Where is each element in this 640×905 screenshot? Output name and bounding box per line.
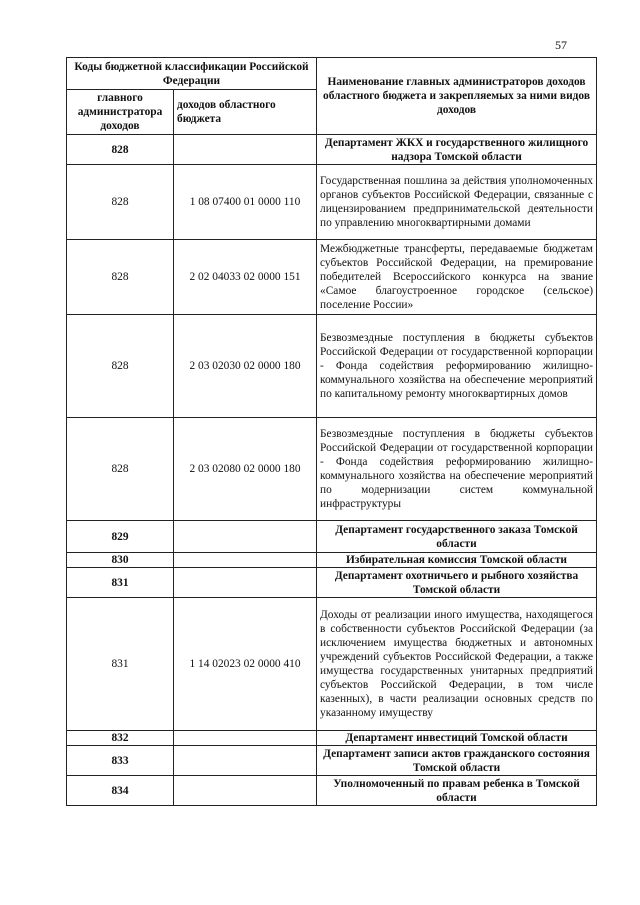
income-description-cell: Межбюджетные трансферты, передаваемые бюджетам субъектов Российской Федерации, на премирование победителей Всероссийского конкурса на звание «Самое благоустроенное городское (сельское) поселение России» <box>317 240 597 315</box>
department-name-cell: Департамент ЖКХ и государственного жилищного надзора Томской области <box>317 135 597 165</box>
admin-code-cell: 828 <box>67 315 174 418</box>
table-row <box>67 598 597 731</box>
table-row <box>67 746 597 776</box>
income-code-cell <box>174 731 317 746</box>
admin-code-cell: 828 <box>67 135 174 165</box>
income-description-cell: Доходы от реализации иного имущества, находящегося в собственности субъектов Российской Федерации (за исключением имущества бюджетных и автономных учреждений субъектов Российской Федерации, а также имущества государственных унитарных предприятий субъектов Российской Федерации, в том числе казенных), в части реализации основных средств по указанному имуществу <box>317 598 597 731</box>
admin-code-cell: 831 <box>67 598 174 731</box>
table-row <box>67 135 597 165</box>
department-name-cell: Департамент инвестиций Томской области <box>317 731 597 746</box>
income-code-cell: 1 08 07400 01 0000 110 <box>174 165 317 240</box>
income-description-cell: Безвозмездные поступления в бюджеты субъектов Российской Федерации от государственной корпорации - Фонда содействия реформированию жилищно-коммунального хозяйства на обеспечение мероприятий по капитальному ремонту многоквартирных домов <box>317 315 597 418</box>
codes-group-header: Коды бюджетной классификации Российской Федерации <box>67 58 317 90</box>
admin-code-cell: 828 <box>67 418 174 521</box>
income-code-cell <box>174 746 317 776</box>
main-admin-header: главного администратора доходов <box>67 90 174 135</box>
department-name-cell: Уполномоченный по правам ребенка в Томской области <box>317 776 597 806</box>
admin-code-cell: 829 <box>67 521 174 553</box>
table-row <box>67 418 597 521</box>
table-row <box>67 731 597 746</box>
admin-code-cell: 828 <box>67 240 174 315</box>
income-description-cell: Безвозмездные поступления в бюджеты субъектов Российской Федерации от государственной корпорации - Фонда содействия реформированию жилищно-коммунального хозяйства на обеспечение мероприятий по модернизации систем коммунальной инфраструктуры <box>317 418 597 521</box>
budget-classification-table <box>66 57 597 806</box>
table-row <box>67 165 597 240</box>
table-row <box>67 315 597 418</box>
admin-code-cell: 832 <box>67 731 174 746</box>
income-code-cell: 2 02 04033 02 0000 151 <box>174 240 317 315</box>
page-number: 57 <box>555 38 567 52</box>
income-code-cell <box>174 135 317 165</box>
income-code-cell <box>174 568 317 598</box>
table-row <box>67 521 597 553</box>
department-name-cell: Департамент государственного заказа Томской области <box>317 521 597 553</box>
admin-code-cell: 833 <box>67 746 174 776</box>
income-code-cell: 2 03 02030 02 0000 180 <box>174 315 317 418</box>
income-code-cell <box>174 776 317 806</box>
department-name-cell: Департамент охотничьего и рыбного хозяйства Томской области <box>317 568 597 598</box>
admin-code-cell: 834 <box>67 776 174 806</box>
department-name-cell: Департамент записи актов гражданского состояния Томской области <box>317 746 597 776</box>
name-column-header: Наименование главных администраторов доходов областного бюджета и закрепляемых за ними видов доходов <box>317 58 597 135</box>
income-code-cell <box>174 553 317 568</box>
income-code-cell: 2 03 02080 02 0000 180 <box>174 418 317 521</box>
admin-code-cell: 831 <box>67 568 174 598</box>
table-row <box>67 240 597 315</box>
income-description-cell: Государственная пошлина за действия уполномоченных органов субъектов Российской Федерации, связанные с лицензированием предпринимательской деятельности по управлению многоквартирными домами <box>317 165 597 240</box>
admin-code-cell: 828 <box>67 165 174 240</box>
table-row <box>67 568 597 598</box>
admin-code-cell: 830 <box>67 553 174 568</box>
income-code-cell <box>174 521 317 553</box>
table-row <box>67 553 597 568</box>
table-row <box>67 776 597 806</box>
department-name-cell: Избирательная комиссия Томской области <box>317 553 597 568</box>
income-column-header: доходов областного бюджета <box>174 90 317 135</box>
income-code-cell: 1 14 02023 02 0000 410 <box>174 598 317 731</box>
